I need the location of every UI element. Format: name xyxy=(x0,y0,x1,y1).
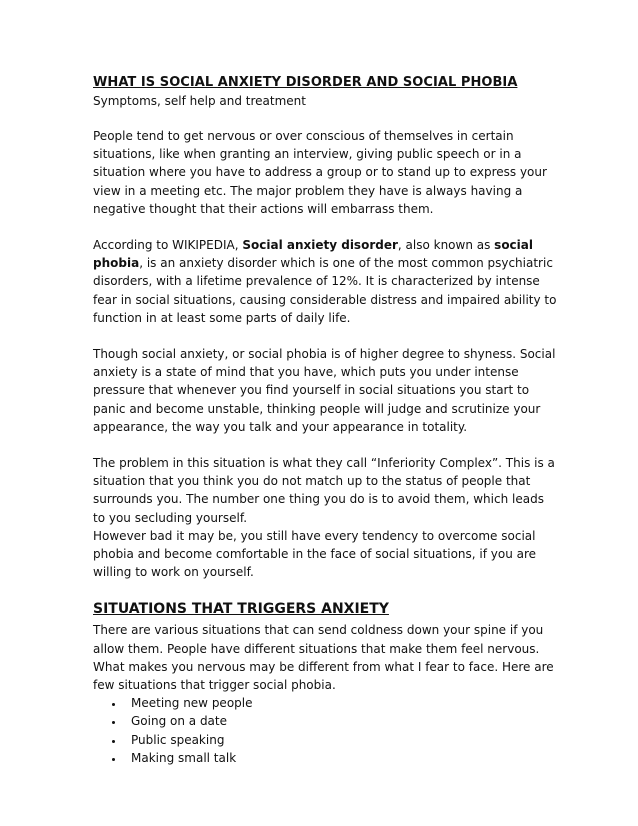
paragraph-overcome: However bad it may be, you still have every tendency to overcome social phobia and become comfortable in the face of social situations, if you are willing to work on yourself. xyxy=(93,528,537,580)
paragraph-intro: People tend to get nervous or over conscious of themselves in certain situations, like when granting an interview, giving public speech or in a situation where you have to address a group or to stand up to express your view in a meeting etc. The major problem they have is always having a negative thought that their actions will embarrass them. xyxy=(93,129,547,216)
wiki-text-2: , also known as xyxy=(397,238,495,253)
list-item: • Meeting new people xyxy=(125,694,558,712)
situations-list xyxy=(93,694,558,767)
wiki-bold-term-1: Social anxiety disorder xyxy=(242,238,398,253)
wiki-text-1: According to WIKIPEDIA, xyxy=(93,238,243,253)
page-title: WHAT IS SOCIAL ANXIETY DISORDER AND SOCIAL PHOBIA xyxy=(93,75,518,90)
list-item: • Making small talk xyxy=(125,749,558,767)
paragraph-wikipedia xyxy=(93,236,558,327)
wiki-bold-term-2: social phobia xyxy=(93,238,533,271)
paragraph-inferiority: The problem in this situation is what they call “Inferiority Complex”. This is a situation that you think you do not match up to the status of people that surrounds you. The number one thing you do is to avoid them, which leads to you secluding yourself. xyxy=(93,456,555,525)
section-title-situations: SITUATIONS THAT TRIGGERS ANXIETY xyxy=(93,601,389,618)
paragraph-situations-intro: There are various situations that can send coldness down your spine if you allow them. People have different situations that make them feel nervous. What makes you nervous may be different from what I fear to face. Here are few situations that trigger social phobia. xyxy=(93,623,554,693)
wiki-text-3: , is an anxiety disorder which is one of the most common psychiatric disorders, with a lifetime prevalence of 12%. It is characterized by intense fear in social situations, causing considerable distress and impaired ability to function in at least some parts of daily life. xyxy=(93,256,557,325)
page-subtitle: Symptoms, self help and treatment xyxy=(93,94,306,108)
list-item: • Going on a date xyxy=(125,712,558,730)
list-item: • Public speaking xyxy=(125,731,558,749)
paragraph-shyness: Though social anxiety, or social phobia is of higher degree to shyness. Social anxiety is a state of mind that you have, which puts you under intense pressure that whenever you find yourself in social situations you start to panic and become unstable, thinking people will judge and scrutinize your appearance, the way you talk and your appearance in totality. xyxy=(93,347,556,434)
